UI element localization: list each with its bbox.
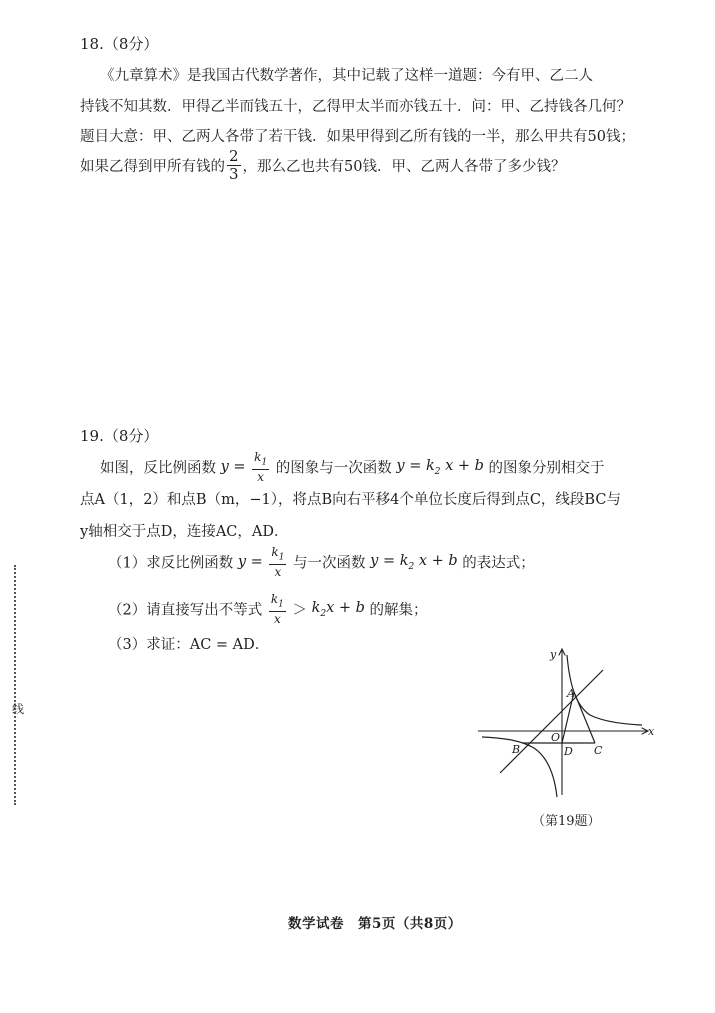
fraction-numerator: 2 xyxy=(229,147,239,165)
binding-dotted-line xyxy=(14,565,18,805)
k1-subscript: 1 xyxy=(278,599,284,610)
q18-line-4b: ，那么乙也共有50钱．甲、乙两人各带了多少钱？ xyxy=(242,159,566,175)
linear-rest: x + b xyxy=(326,599,365,616)
linear-rest: x + b xyxy=(445,457,484,474)
q19-line-3: y轴相交于点D，连接AC，AD． xyxy=(80,524,289,540)
k1-subscript: 1 xyxy=(261,457,268,468)
figure-caption: （第19题） xyxy=(532,814,601,829)
q19-sub-3: （3）求证：AC = AD． xyxy=(108,637,270,653)
k1-symbol: k xyxy=(254,450,262,464)
label-b: B xyxy=(512,743,521,756)
fraction-two-thirds xyxy=(227,148,241,183)
segment-ac xyxy=(574,692,595,743)
k1-subscript: 1 xyxy=(278,552,285,563)
label-x: x xyxy=(648,725,655,738)
x-symbol: x xyxy=(274,565,282,580)
k2-subscript: 2 xyxy=(408,561,415,572)
linear-function xyxy=(370,552,458,572)
hyperbola-branch-1 xyxy=(567,655,642,725)
math-y-eq: y = xyxy=(220,459,246,476)
binding-margin-char: 线 xyxy=(12,702,25,716)
linear-rest: x + b xyxy=(418,552,458,569)
q19-sub-2 xyxy=(108,592,428,626)
linear-function xyxy=(396,457,484,477)
k2-subscript: 2 xyxy=(434,466,441,477)
q19-line-2: 点A（1，2）和点B（m，−1），将点B向右平移4个单位长度后得到点C，线段BC与 xyxy=(80,492,621,508)
q19-sub-1 xyxy=(108,545,535,579)
label-c: C xyxy=(594,744,603,757)
label-origin: O xyxy=(551,731,561,744)
q18-line-3: 题目大意：甲、乙两人各带了若干钱．如果甲得到乙所有钱的一半，那么甲共有50钱； xyxy=(80,129,635,145)
fraction-k1-over-x xyxy=(252,450,269,484)
q19-figure xyxy=(470,645,660,805)
k1-symbol: k xyxy=(271,545,279,559)
q19-sub1-text: 的表达式； xyxy=(462,555,535,572)
q19-line-1 xyxy=(100,450,605,484)
q18-header: 18.（8分） xyxy=(80,35,159,53)
k2-subscript: 2 xyxy=(320,608,327,619)
linear-graph xyxy=(500,670,603,773)
page-footer: 数学试卷 第5页（共8页） xyxy=(288,916,462,932)
fraction-k1-over-x xyxy=(269,545,286,579)
q18-line-4a: 如果乙得到甲所有钱的 xyxy=(80,159,225,175)
linear-y: y = k xyxy=(396,457,435,474)
q19-sub1-text: 与一次函数 xyxy=(293,555,366,572)
q18-line-2: 持钱不知其数．甲得乙半而钱五十，乙得甲太半而亦钱五十．问：甲、乙持钱各几何？ xyxy=(80,99,631,115)
x-symbol: x xyxy=(257,470,265,485)
q19-text: 的图象分别相交于 xyxy=(488,460,605,477)
q18-line-4 xyxy=(80,148,566,183)
q19-text: 如图，反比例函数 xyxy=(100,460,216,477)
math-y-eq: y = xyxy=(237,554,263,571)
fraction-k1-over-x xyxy=(269,592,286,626)
linear-function: $k_2x + b$ xyxy=(311,599,365,619)
q19-header: 19.（8分） xyxy=(80,427,159,445)
fraction-denominator: 3 xyxy=(229,165,239,183)
q19-text: 的图象与一次函数 xyxy=(275,460,392,477)
linear-y: y = k xyxy=(370,552,409,569)
q18-line-1: 《九章算术》是我国古代数学著作，其中记载了这样一道题：今有甲、乙二人 xyxy=(100,68,593,84)
x-symbol: x xyxy=(273,612,281,627)
q19-sub2-text: 的解集； xyxy=(369,602,428,619)
label-y: y xyxy=(550,648,557,661)
label-d: D xyxy=(564,745,573,758)
greater-than: ＞ xyxy=(292,602,307,619)
k1-symbol: k xyxy=(270,592,279,606)
q19-sub2-text: （2）请直接写出不等式 xyxy=(108,602,263,619)
label-a: A xyxy=(567,687,575,700)
q19-sub1-text: （1）求反比例函数 xyxy=(108,555,234,572)
